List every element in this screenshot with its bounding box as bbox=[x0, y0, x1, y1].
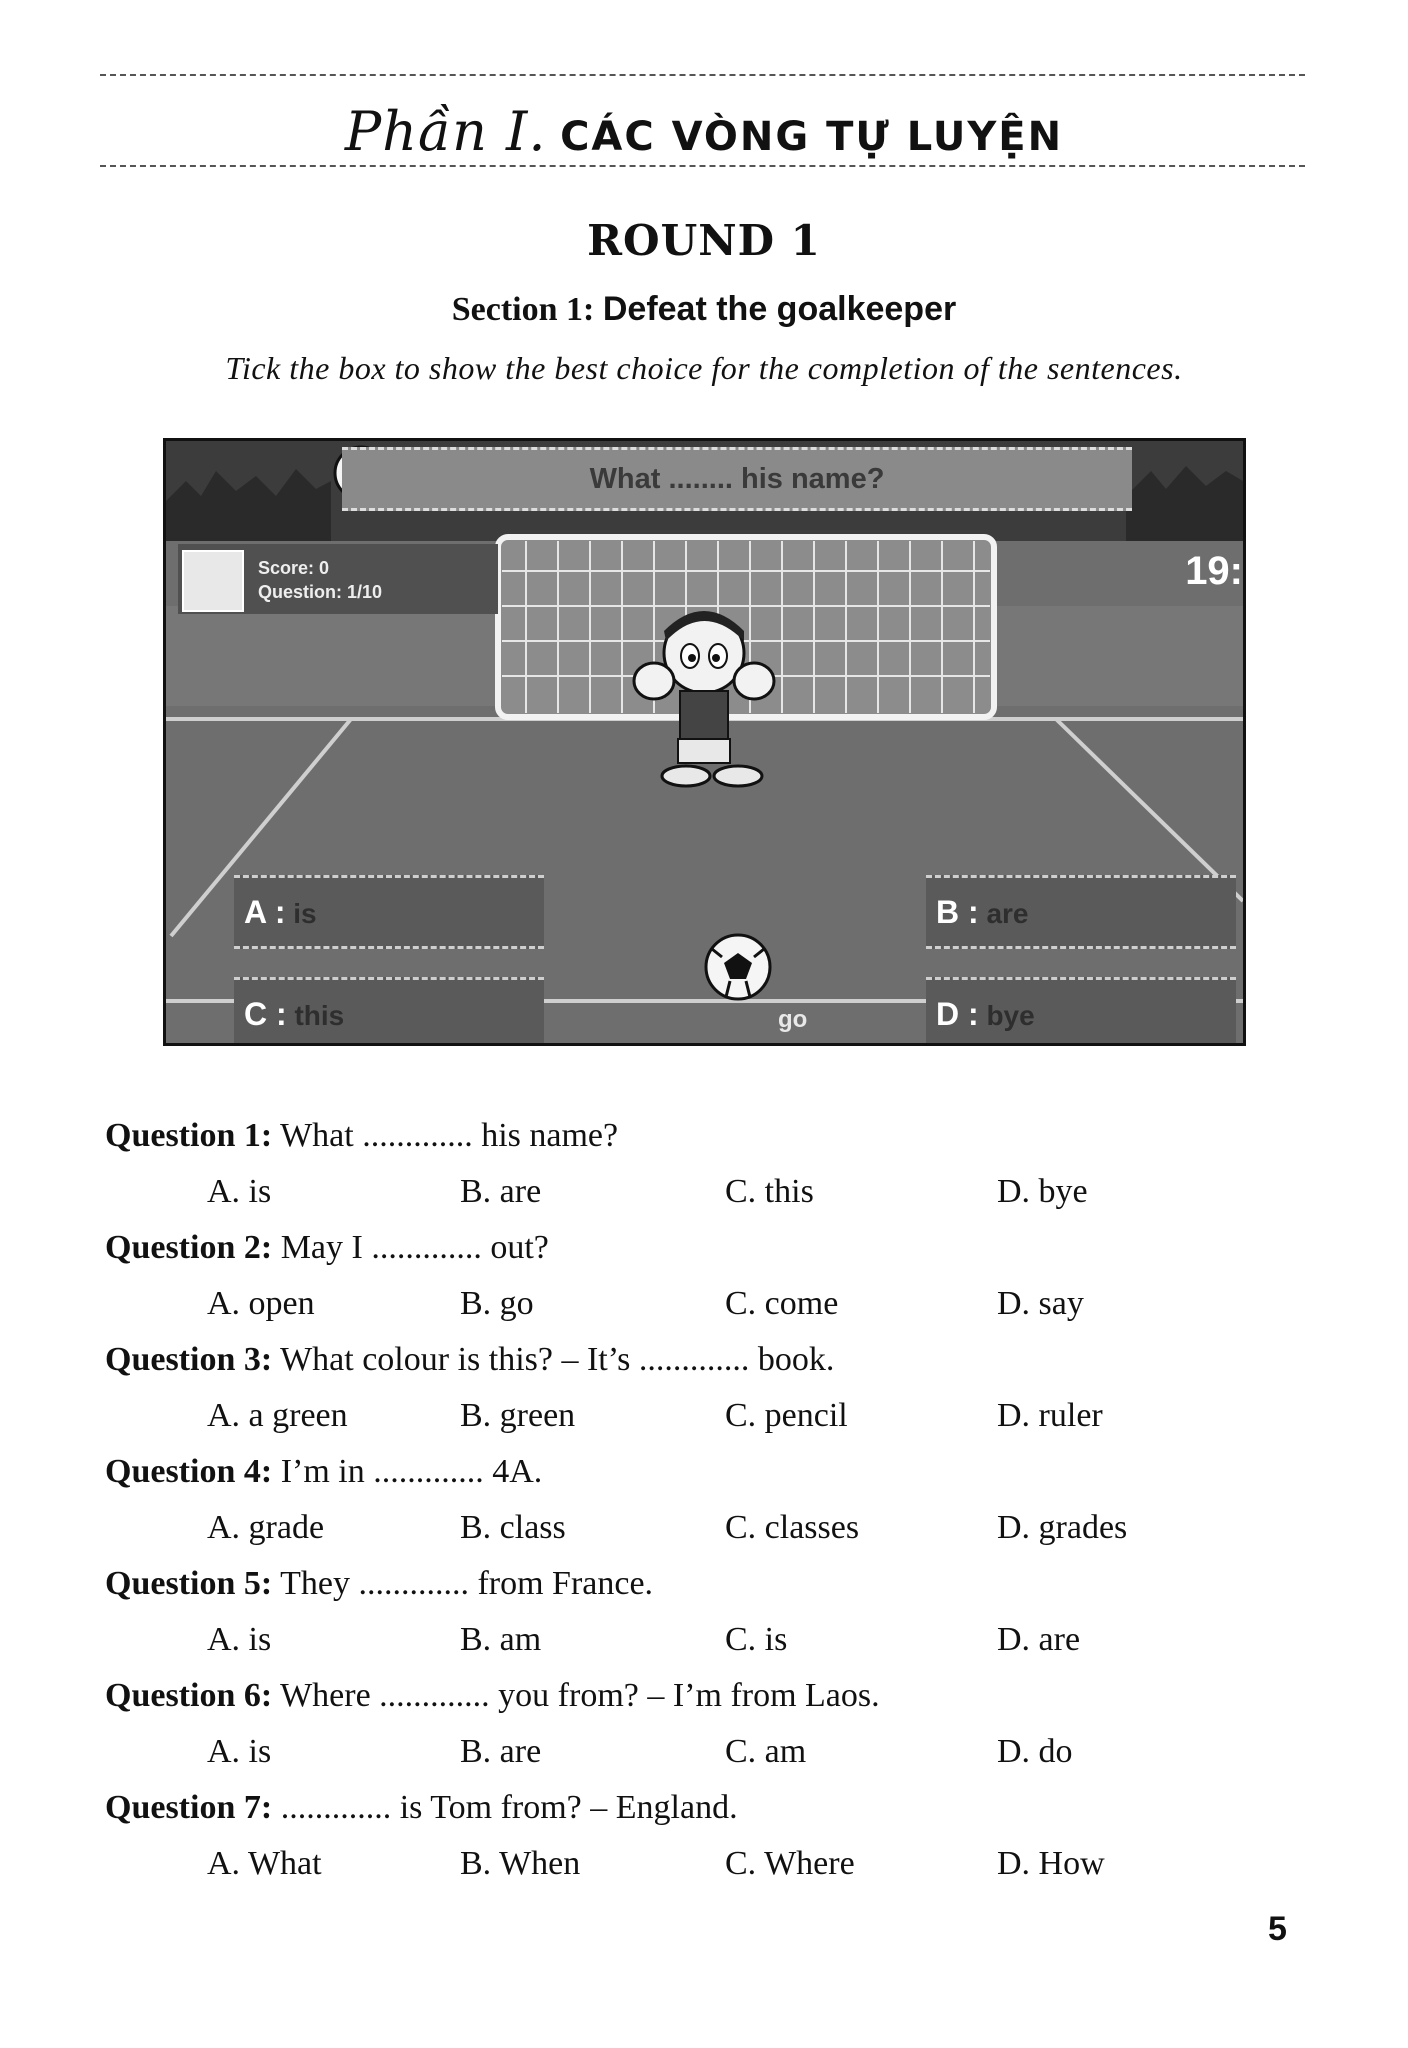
question-stem: Where ............. you from? – I’m from Laos. bbox=[280, 1677, 880, 1714]
option-b[interactable]: B. am bbox=[460, 1621, 542, 1658]
option-c[interactable]: C. classes bbox=[725, 1509, 860, 1546]
options-5 bbox=[105, 1612, 1305, 1668]
question-counter: Question: 1/10 bbox=[258, 582, 383, 602]
question-stem: They ............. from France. bbox=[280, 1565, 654, 1602]
answer-a-letter: A : bbox=[244, 894, 286, 930]
option-a[interactable]: A. a green bbox=[207, 1397, 348, 1434]
question-stem: I’m in ............. 4A. bbox=[280, 1453, 543, 1490]
question-3 bbox=[105, 1332, 1305, 1388]
option-b[interactable]: B. go bbox=[460, 1285, 534, 1322]
option-c[interactable]: C. this bbox=[725, 1173, 814, 1210]
part-title bbox=[0, 100, 1408, 163]
option-b[interactable]: B. green bbox=[460, 1397, 576, 1434]
game-screenshot bbox=[163, 438, 1246, 1046]
option-d[interactable]: D. are bbox=[997, 1621, 1081, 1658]
section-prefix: Section 1: bbox=[451, 291, 595, 328]
score-panel bbox=[178, 544, 498, 614]
options-2 bbox=[105, 1276, 1305, 1332]
question-2 bbox=[105, 1220, 1305, 1276]
score-label: Score: 0 bbox=[258, 558, 330, 578]
option-a[interactable]: A. grade bbox=[207, 1509, 325, 1546]
question-list bbox=[105, 1108, 1305, 1892]
question-label: Question 3: bbox=[105, 1341, 273, 1378]
question-5 bbox=[105, 1556, 1305, 1612]
bottom-rule bbox=[100, 165, 1305, 167]
answer-b-letter: B : bbox=[936, 894, 979, 930]
option-a[interactable]: A. open bbox=[207, 1285, 315, 1322]
options-6 bbox=[105, 1724, 1305, 1780]
option-d[interactable]: D. ruler bbox=[997, 1397, 1103, 1434]
option-b[interactable]: B. are bbox=[460, 1733, 542, 1770]
option-c[interactable]: C. Where bbox=[725, 1845, 855, 1882]
answer-option-a[interactable] bbox=[234, 875, 544, 949]
round-title: ROUND 1 bbox=[587, 216, 821, 265]
option-d[interactable]: D. bye bbox=[997, 1173, 1088, 1210]
question-label: Question 7: bbox=[105, 1789, 273, 1826]
game-question-banner: What ........ his name? bbox=[342, 447, 1132, 511]
option-a[interactable]: A. What bbox=[207, 1845, 322, 1882]
option-c[interactable]: C. is bbox=[725, 1621, 788, 1658]
question-stem: ............. is Tom from? – England. bbox=[280, 1789, 738, 1826]
options-1 bbox=[105, 1164, 1305, 1220]
option-d[interactable]: D. say bbox=[997, 1285, 1084, 1322]
question-stem: May I ............. out? bbox=[280, 1229, 549, 1266]
question-label: Question 5: bbox=[105, 1565, 273, 1602]
part-label: Phần I. bbox=[344, 100, 547, 163]
timer: 19: bbox=[1185, 549, 1243, 593]
question-label: Question 6: bbox=[105, 1677, 273, 1714]
question-1 bbox=[105, 1108, 1305, 1164]
option-b[interactable]: B. When bbox=[460, 1845, 581, 1882]
answer-c-letter: C : bbox=[244, 996, 287, 1032]
section-title bbox=[0, 290, 1408, 329]
player-avatar bbox=[182, 550, 244, 612]
top-rule bbox=[100, 74, 1305, 76]
answer-option-b[interactable] bbox=[926, 875, 1236, 949]
question-label: Question 1: bbox=[105, 1117, 273, 1154]
question-label: Question 2: bbox=[105, 1229, 273, 1266]
option-a[interactable]: A. is bbox=[207, 1173, 272, 1210]
answer-option-d[interactable] bbox=[926, 977, 1236, 1046]
question-stem: What ............. his name? bbox=[280, 1117, 619, 1154]
instruction-text: Tick the box to show the best choice for the completion of the sentences. bbox=[225, 350, 1183, 386]
answer-option-c[interactable] bbox=[234, 977, 544, 1046]
option-b[interactable]: B. class bbox=[460, 1509, 566, 1546]
question-4 bbox=[105, 1444, 1305, 1500]
options-3 bbox=[105, 1388, 1305, 1444]
option-d[interactable]: D. do bbox=[997, 1733, 1073, 1770]
option-d[interactable]: D. grades bbox=[997, 1509, 1128, 1546]
options-4 bbox=[105, 1500, 1305, 1556]
option-d[interactable]: D. How bbox=[997, 1845, 1105, 1882]
option-a[interactable]: A. is bbox=[207, 1733, 272, 1770]
answer-b-text: are bbox=[986, 898, 1029, 929]
answer-c-text: this bbox=[294, 1000, 345, 1031]
option-c[interactable]: C. come bbox=[725, 1285, 839, 1322]
section-name: Defeat the goalkeeper bbox=[602, 290, 957, 328]
question-6 bbox=[105, 1668, 1305, 1724]
answer-d-text: bye bbox=[986, 1000, 1035, 1031]
option-c[interactable]: C. pencil bbox=[725, 1397, 848, 1434]
part-heading: CÁC VÒNG TỰ LUYỆN bbox=[560, 114, 1064, 160]
answer-a-text: is bbox=[293, 898, 317, 929]
question-label: Question 4: bbox=[105, 1453, 273, 1490]
options-7 bbox=[105, 1836, 1305, 1892]
option-a[interactable]: A. is bbox=[207, 1621, 272, 1658]
answer-d-letter: D : bbox=[936, 996, 979, 1032]
question-stem: What colour is this? – It’s ............. book. bbox=[280, 1341, 835, 1378]
question-7 bbox=[105, 1780, 1305, 1836]
go-button[interactable]: go bbox=[778, 1006, 808, 1033]
soccer-ball bbox=[706, 935, 770, 999]
option-c[interactable]: C. am bbox=[725, 1733, 807, 1770]
option-b[interactable]: B. are bbox=[460, 1173, 542, 1210]
game-scene bbox=[166, 441, 1243, 1043]
page-number: 5 bbox=[1268, 1910, 1287, 1948]
